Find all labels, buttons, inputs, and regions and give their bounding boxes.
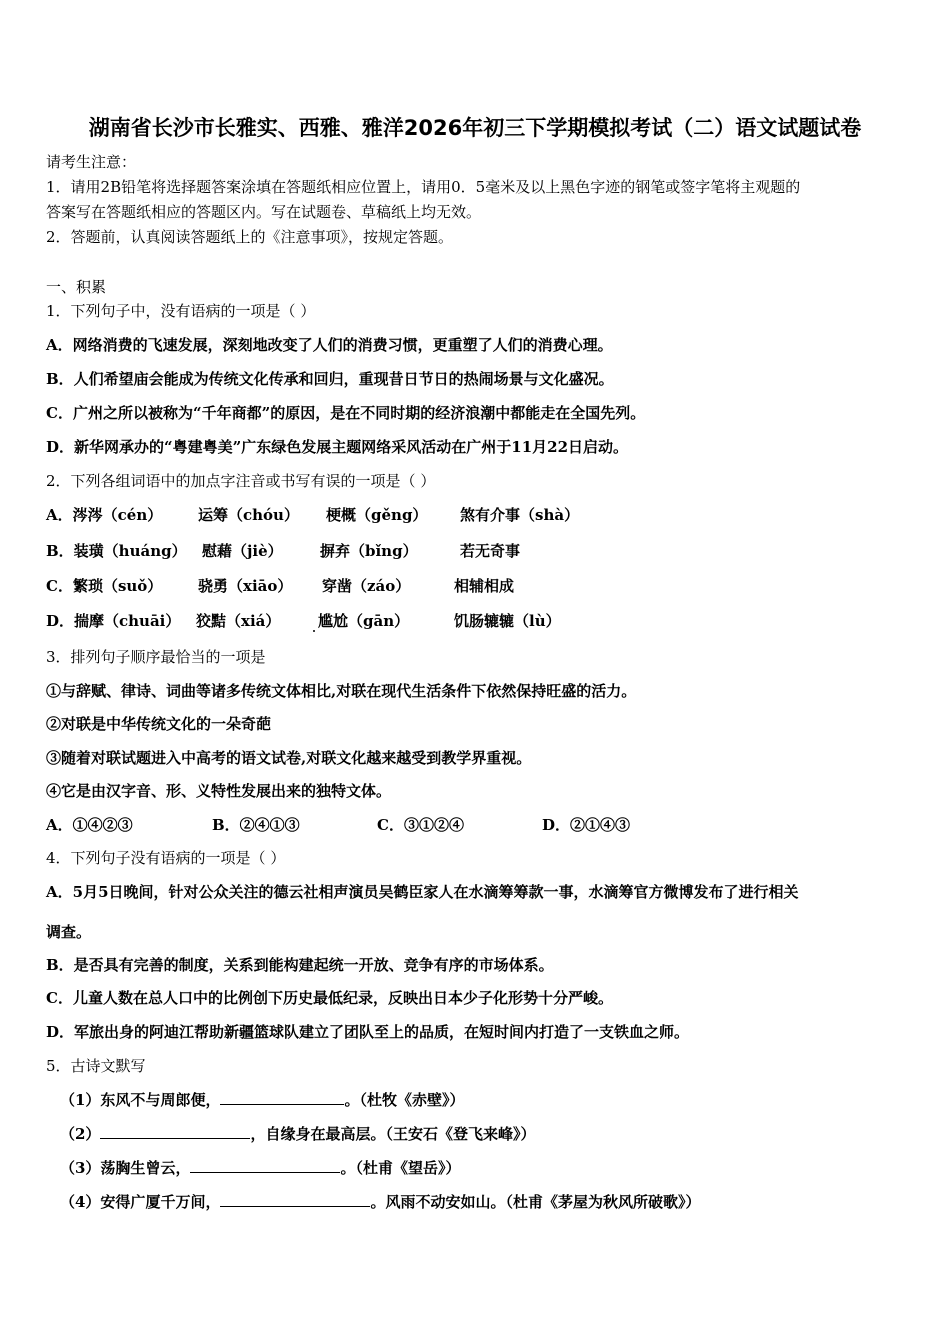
q4-option-a-line2: 调查。 [46,923,92,941]
q3-stem: 3．排列句子顺序最恰当的一项是 [46,648,266,666]
q2-d-1: D．揣摩（chuāi） [46,612,181,630]
notice-line-1: 1．请用2B铅笔将选择题答案涂填在答题纸相应位置上，请用0．5毫米及以上黑色字迹的钢笔或签字笔将主观题的 [46,178,801,196]
q4-option-a-line1: A．5月5日晚间，针对公众关注的德云社相声演员吴鹤臣家人在水滴筹筹款一事，水滴筹官方微博发布了进行相关 [46,883,799,901]
q4-stem: 4．下列句子没有语病的一项是（ ） [46,849,286,867]
answer-blank-3[interactable] [190,1158,340,1173]
q3-option-a: A．①④②③ [46,816,133,834]
q1-option-a: A．网络消费的飞速发展，深刻地改变了人们的消费习惯，更重塑了人们的消费心理。 [46,336,613,354]
q5-item-2-prefix: （2） [60,1125,101,1143]
q1-option-c: C．广州之所以被称为“千年商都”的原因，是在不同时期的经济浪潮中都能走在全国先列。 [46,404,646,422]
q5-item-4-prefix: （4）安得广厦千万间， [60,1193,221,1211]
q3-option-b: B．②④①③ [212,816,300,834]
q2-d-4: 饥肠辘辘（lù） [454,612,561,630]
q2-d-3: 尴尬（gān） [318,612,410,630]
q5-item-3-suffix: 。（杜甫《望岳》） [340,1159,461,1177]
q4-option-b: B．是否具有完善的制度，关系到能构建起统一开放、竞争有序的市场体系。 [46,956,554,974]
q2-c-2: 骁勇（xiāo） [198,577,293,595]
emphasis-dot [313,630,315,632]
q3-sentence-1: ①与辞赋、律诗、词曲等诸多传统文体相比,对联在现代生活条件下依然保持旺盛的活力。 [46,682,637,700]
q3-sentence-4: ④它是由汉字音、形、义特性发展出来的独特文体。 [46,782,392,800]
q2-stem: 2．下列各组词语中的加点字注音或书写有误的一项是（ ） [46,472,436,490]
q2-d-2: 狡黠（xiá） [196,612,281,630]
q5-stem: 5．古诗文默写 [46,1057,146,1075]
q4-option-c: C．儿童人数在总人口中的比例创下历史最低纪录，反映出日本少子化形势十分严峻。 [46,989,613,1007]
q3-sentence-3: ③随着对联试题进入中高考的语文试卷,对联文化越来越受到教学界重视。 [46,749,532,767]
q3-option-d: D．②①④③ [542,816,631,834]
q2-a-2: 运筹（chóu） [198,506,299,524]
q2-c-1: C．繁琐（suǒ） [46,577,163,595]
q5-item-1-prefix: （1）东风不与周郎便， [60,1091,221,1109]
answer-blank-4[interactable] [220,1192,370,1207]
q5-item-1 [60,1090,464,1110]
q5-item-1-suffix: 。（杜牧《赤壁》） [344,1091,465,1109]
q3-sentence-2: ②对联是中华传统文化的一朵奇葩 [46,715,272,733]
notice-line-2: 答案写在答题纸相应的答题区内。写在试题卷、草稿纸上均无效。 [46,203,482,221]
q5-item-3-prefix: （3）荡胸生曾云， [60,1159,191,1177]
answer-blank-1[interactable] [220,1090,344,1105]
q5-item-2 [60,1124,535,1144]
q2-b-2: 慰藉（jiè） [202,542,283,560]
q5-item-4 [60,1192,700,1212]
page-title: 湖南省长沙市长雅实、西雅、雅洋2026年初三下学期模拟考试（二）语文试题试卷 [88,116,862,140]
q2-b-1: B．装璜（huáng） [46,542,187,560]
q2-a-1: A．涔涔（cén） [46,506,163,524]
q1-option-b: B．人们希望庙会能成为传统文化传承和回归，重现昔日节日的热闹场景与文化盛况。 [46,370,614,388]
q1-stem: 1．下列句子中，没有语病的一项是（ ） [46,302,316,320]
q2-a-4: 煞有介事（shà） [460,506,580,524]
q3-option-c: C．③①②④ [377,816,464,834]
q2-b-3: 摒弃（bǐng） [320,542,418,560]
q1-option-d: D．新华网承办的“粤建粤美”广东绿色发展主题网络采风活动在广州于11月22日启动。 [46,438,629,456]
q2-c-3: 穿凿（záo） [322,577,411,595]
q4-option-d: D．军旅出身的阿迪江帮助新疆篮球队建立了团队至上的品质，在短时间内打造了一支铁血之师。 [46,1023,690,1041]
q2-c-4: 相辅相成 [454,577,515,595]
section-heading: 一、积累 [46,278,107,296]
q2-b-4: 若无奇事 [460,542,521,560]
q5-item-2-suffix: ，自缘身在最高层。（王安石《登飞来峰》） [250,1125,536,1143]
notice-line-3: 2．答题前，认真阅读答题纸上的《注意事项》，按规定答题。 [46,228,454,246]
answer-blank-2[interactable] [100,1124,250,1139]
notice-heading: 请考生注意： [46,153,137,171]
q5-item-4-suffix: 。风雨不动安如山。（杜甫《茅屋为秋风所破歌》） [370,1193,701,1211]
q2-a-3: 梗概（gěng） [326,506,428,524]
q5-item-3 [60,1158,460,1178]
